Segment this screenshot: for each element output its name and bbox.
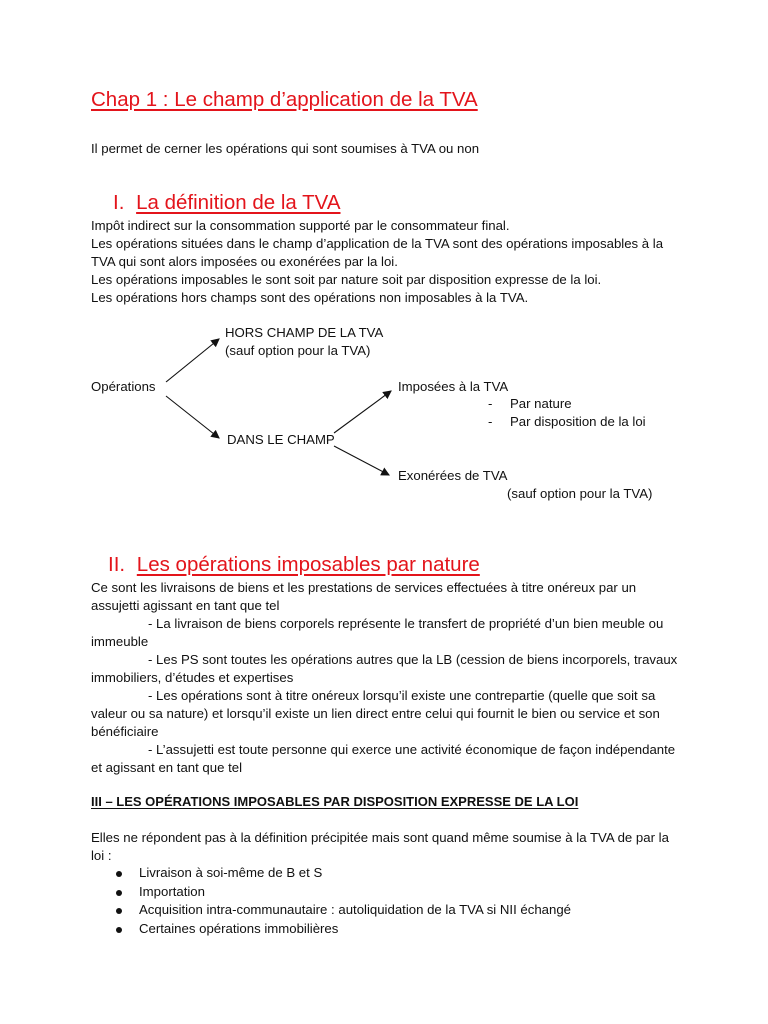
arrow-to-dans-le-champ (166, 396, 219, 438)
arrow-to-hors-champ (166, 339, 219, 382)
section-2-body (91, 579, 681, 777)
list-item (91, 901, 571, 920)
list-item (91, 883, 571, 902)
section-1-line: Les opérations imposables le sont soit par nature soit par disposition expresse de la loi. (91, 272, 602, 287)
section-2-number: II. (108, 553, 126, 576)
diagram-par-disposition: Par disposition de la loi (510, 414, 646, 429)
diagram-dash: - (488, 414, 493, 429)
section-1-line: Les opérations situées dans le champ d’application de la TVA sont des opérations imposables à la TVA qui sont alors imposées ou exonérées par la loi. (91, 236, 664, 269)
list-item-text: Importation (139, 883, 205, 899)
section-1-line: Impôt indirect sur la consommation supporté par le consommateur final. (91, 218, 510, 233)
list-item-text: Certaines opérations immobilières (139, 920, 339, 936)
bullet-icon (116, 871, 122, 877)
diagram-hors-champ-note: (sauf option pour la TVA) (225, 343, 371, 358)
section-2-intro: Ce sont les livraisons de biens et les prestations de services effectuées à titre onéreux par un assujetti agissant en tant que tel (91, 580, 637, 613)
bullet-icon (116, 927, 122, 933)
section-2-heading (108, 553, 480, 577)
diagram-par-nature: Par nature (510, 396, 572, 411)
arrow-to-exonerees (334, 446, 389, 475)
list-item (91, 920, 571, 939)
section-2-item: - L’assujetti est toute personne qui exerce une activité économique de façon indépendante et agissant en tant que tel (91, 742, 676, 775)
section-2-item: - Les PS sont toutes les opérations autres que la LB (cession de biens incorporels, travaux immobiliers, d’études et expertises (91, 652, 678, 685)
section-2-item: - La livraison de biens corporels représente le transfert de propriété d’un bien meuble ou immeuble (91, 616, 664, 649)
diagram-exonerees-note: (sauf option pour la TVA) (507, 486, 653, 501)
section-2-title: Les opérations imposables par nature (136, 553, 480, 576)
section-2-item: - Les opérations sont à titre onéreux lorsqu’il existe une contrepartie (quelle que soit sa valeur ou sa nature) et lorsqu’il existe un lien direct entre celui qui fournit le bien ou service et son bénéficiaire (91, 688, 660, 739)
list-item (91, 864, 571, 883)
section-3-intro: Elles ne répondent pas à la définition précipitée mais sont quand même soumise à la TVA de par la loi : (91, 830, 669, 863)
bullet-icon (116, 890, 122, 896)
section-1-number: I. (113, 191, 125, 214)
intro-text: Il permet de cerner les opérations qui sont soumises à TVA ou non (91, 141, 480, 156)
section-1-title: La définition de la TVA (136, 191, 341, 214)
diagram-operations: Opérations (91, 379, 156, 394)
bullet-icon (116, 908, 122, 914)
page-title: Chap 1 : Le champ d’application de la TVA (91, 88, 478, 111)
section-3-bullet-list (91, 864, 571, 938)
diagram-hors-champ: HORS CHAMP DE LA TVA (225, 325, 384, 340)
arrow-to-imposees (334, 391, 391, 433)
diagram-dash: - (488, 396, 493, 411)
section-3-heading: III – LES OPÉRATIONS IMPOSABLES PAR DISPOSITION EXPRESSE DE LA LOI (91, 794, 579, 809)
section-1-line: Les opérations hors champs sont des opérations non imposables à la TVA. (91, 290, 529, 305)
diagram-exonerees: Exonérées de TVA (398, 468, 508, 483)
list-item-text: Livraison à soi-même de B et S (139, 865, 323, 880)
list-item-text: Acquisition intra-communautaire : autoliquidation de la TVA si NII échangé (139, 902, 572, 917)
diagram-dans-le-champ: DANS LE CHAMP (227, 432, 335, 447)
diagram-imposees: Imposées à la TVA (398, 379, 509, 394)
